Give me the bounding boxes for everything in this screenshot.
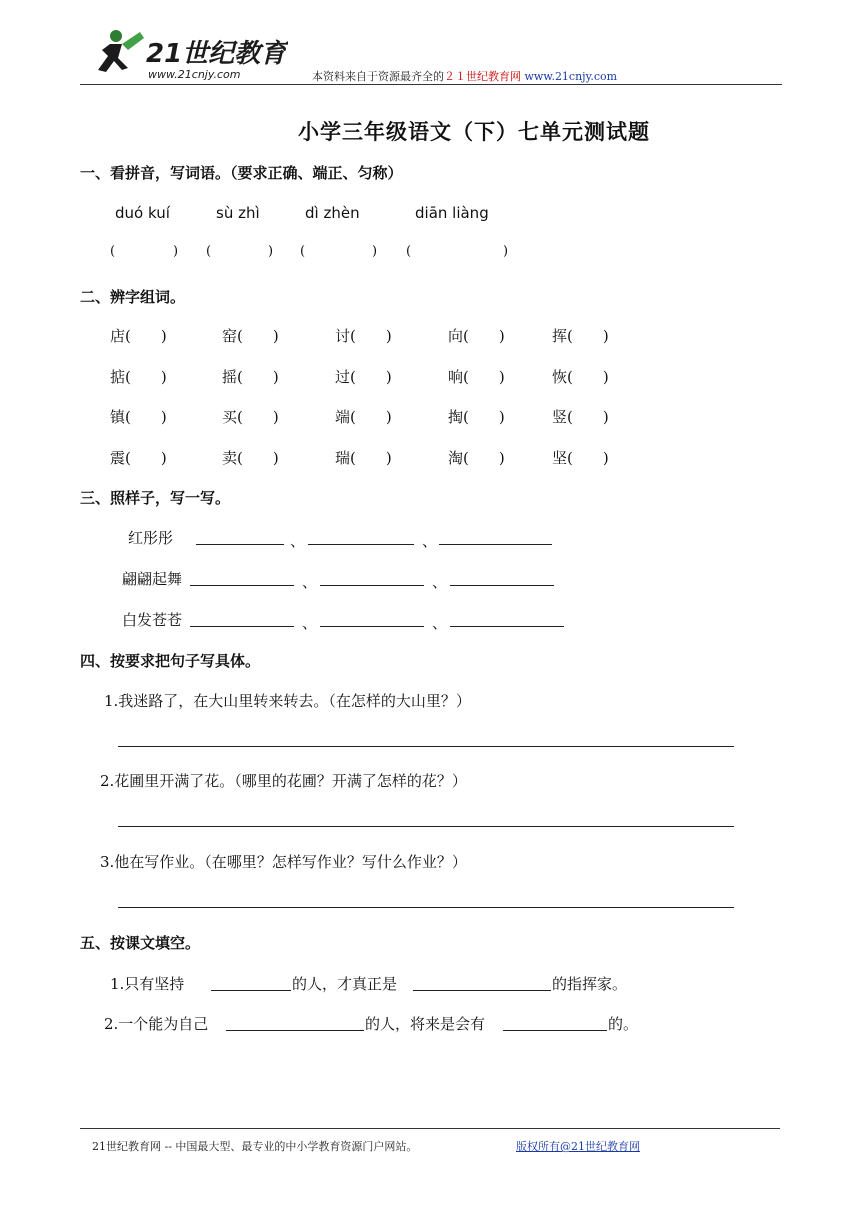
blank-line[interactable] (320, 585, 424, 586)
word-cell: 卖( ) (222, 449, 279, 467)
word-cell: 窑( ) (222, 327, 279, 345)
section-2-heading: 二、辨字组词。 (80, 288, 186, 306)
answer-bracket-close: ) (372, 244, 378, 259)
word-cell: 买( ) (222, 408, 279, 426)
blank-line[interactable] (450, 626, 564, 627)
logo-url: www.21cnjy.com (148, 68, 241, 81)
word-cell: 淘( ) (448, 449, 505, 467)
answer-line[interactable] (118, 907, 734, 908)
answer-bracket-close: ) (503, 244, 509, 259)
answer-bracket-close: ) (268, 244, 274, 259)
word-cell: 瑞( ) (335, 449, 392, 467)
header-note-site[interactable]: ２１世纪教育网 (444, 70, 521, 83)
word-cell: 掂( ) (110, 368, 167, 386)
blank-line[interactable] (196, 544, 284, 545)
blank-line[interactable] (190, 626, 294, 627)
example-word: 白发苍苍 (122, 611, 183, 629)
answer-bracket-close: ) (173, 244, 179, 259)
answer-bracket-open: ( (110, 244, 116, 259)
fill-q1-part-c: 的指挥家。 (552, 975, 628, 993)
blank-line[interactable] (320, 626, 424, 627)
separator: 、 (432, 573, 448, 591)
example-word: 翩翩起舞 (122, 570, 183, 588)
question-item: 3.他在写作业。（在哪里？怎样写作业？写什么作业？） (100, 853, 467, 871)
separator: 、 (432, 614, 448, 632)
blank-line[interactable] (413, 990, 551, 991)
word-cell: 店( ) (110, 327, 167, 345)
blank-line[interactable] (450, 585, 554, 586)
word-cell: 向( ) (448, 327, 505, 345)
fill-q2-part-b: 的人，将来是会有 (365, 1015, 486, 1033)
pinyin-4: diān liàng (415, 204, 489, 222)
logo-text: 21世纪教育 (146, 39, 287, 69)
blank-line[interactable] (190, 585, 294, 586)
header-note-prefix: 本资料来自于资源最齐全的 (312, 70, 444, 83)
word-cell: 坚( ) (552, 449, 609, 467)
pinyin-3: dì zhèn (305, 204, 360, 222)
fill-q2-part-a: 2.一个能为自己 (104, 1015, 209, 1033)
pinyin-1: duó kuí (115, 204, 170, 222)
answer-bracket-open: ( (300, 244, 306, 259)
question-item: 2.花圃里开满了花。（哪里的花圃？开满了怎样的花？） (100, 772, 467, 790)
separator: 、 (302, 614, 318, 632)
answer-line[interactable] (118, 746, 734, 747)
header-rule (80, 84, 782, 85)
answer-bracket-open: ( (206, 244, 212, 259)
footer-text: 21世纪教育网 -- 中国最大型、最专业的中小学教育资源门户网站。 (92, 1140, 418, 1153)
blank-line[interactable] (226, 1030, 364, 1031)
fill-q1-part-b: 的人，才真正是 (292, 975, 398, 993)
fill-q1-part-a: 1.只有坚持 (110, 975, 185, 993)
separator: 、 (290, 532, 306, 550)
separator: 、 (422, 532, 438, 550)
word-cell: 响( ) (448, 368, 505, 386)
header-note (312, 68, 617, 84)
section-3-heading: 三、照样子，写一写。 (80, 489, 231, 507)
word-cell: 竖( ) (552, 408, 609, 426)
footer-rule (80, 1128, 780, 1129)
word-cell: 端( ) (335, 408, 392, 426)
fill-q2-part-c: 的。 (608, 1015, 639, 1033)
section-1-heading: 一、看拼音，写词语。（要求正确、端正、匀称） (80, 164, 403, 182)
question-item: 1.我迷路了，在大山里转来转去。（在怎样的大山里？） (104, 692, 471, 710)
separator: 、 (302, 573, 318, 591)
blank-line[interactable] (439, 544, 552, 545)
footer-copyright-link[interactable]: 版权所有@21世纪教育网 (516, 1140, 640, 1153)
word-cell: 摇( ) (222, 368, 279, 386)
runner-icon (98, 30, 144, 72)
blank-line[interactable] (211, 990, 291, 991)
blank-line[interactable] (308, 544, 414, 545)
logo (88, 28, 288, 84)
answer-bracket-open: ( (406, 244, 412, 259)
word-cell: 镇( ) (110, 408, 167, 426)
word-cell: 讨( ) (335, 327, 392, 345)
word-cell: 过( ) (335, 368, 392, 386)
example-word: 红彤彤 (128, 529, 174, 547)
answer-line[interactable] (118, 826, 734, 827)
word-cell: 恢( ) (552, 368, 609, 386)
section-5-heading: 五、按课文填空。 (80, 934, 201, 952)
word-cell: 挥( ) (552, 327, 609, 345)
page-title: 小学三年级语文（下）七单元测试题 (298, 119, 650, 144)
pinyin-2: sù zhì (216, 204, 260, 222)
word-cell: 震( ) (110, 449, 167, 467)
header-note-url[interactable]: www.21cnjy.com (524, 70, 618, 83)
blank-line[interactable] (503, 1030, 607, 1031)
word-cell: 掏( ) (448, 408, 505, 426)
section-4-heading: 四、按要求把句子写具体。 (80, 652, 261, 670)
